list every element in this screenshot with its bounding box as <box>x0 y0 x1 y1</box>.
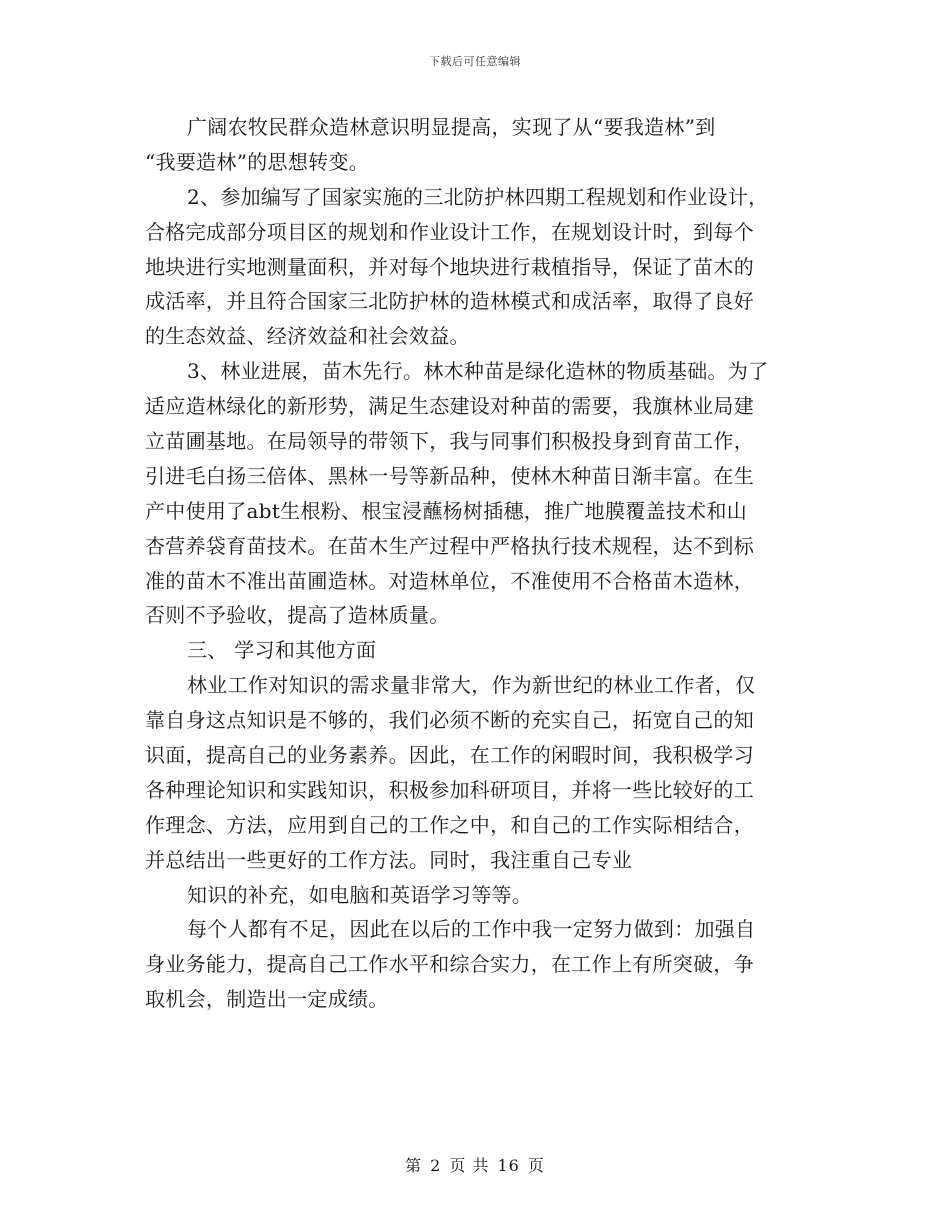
document-body <box>145 110 805 1017</box>
text-line: 各种理论知识和实践知识，积极参加科研项目，并将一些比较好的工 <box>145 777 754 802</box>
text-line: 地块进行实地测量面积，并对每个地块进行栽植指导，保证了苗木的 <box>145 254 754 279</box>
text-line: 取机会，制造出一定成绩。 <box>145 987 389 1012</box>
text-line: 准的苗木不准出苗圃造林。对造林单位，不准使用不合格苗木造林， <box>145 568 754 593</box>
text-line: 靠自身这点知识是不够的，我们必须不断的充实自己，拓宽自己的知 <box>145 708 754 733</box>
page-footer <box>0 1153 950 1176</box>
text-line: 杏营养袋育苗技术。在苗木生产过程中严格执行技术规程，达不到标 <box>145 533 754 558</box>
text-line: 产中使用了abt生根粉、根宝浸蘸杨树插穗，推广地膜覆盖技术和山 <box>145 498 748 523</box>
text-line: 识面，提高自己的业务素养。因此，在工作的闲暇时间，我积极学习 <box>145 743 754 768</box>
text-line: 三、 学习和其他方面 <box>187 638 377 663</box>
text-line: 3、林业进展，苗木先行。林木种苗是绿化造林的物质基础。为了 <box>187 359 769 384</box>
text-line: 并总结出一些更好的工作方法。同时，我注重自己专业 <box>145 847 633 872</box>
text-line: 适应造林绿化的新形势，满足生态建设对种苗的需要，我旗林业局建 <box>145 394 754 419</box>
text-line: 知识的补充，如电脑和英语学习等等。 <box>187 882 533 907</box>
text-line: 成活率，并且符合国家三北防护林的造林模式和成活率，取得了良好 <box>145 289 754 314</box>
page-header: 下载后可任意编辑 <box>429 55 521 68</box>
text-line: 否则不予验收，提高了造林质量。 <box>145 603 450 628</box>
footer-prefix: 第 <box>405 1156 423 1175</box>
text-line: 身业务能力，提高自己工作水平和综合实力，在工作上有所突破，争 <box>145 952 754 977</box>
footer-middle: 页 共 <box>449 1156 490 1175</box>
text-line: 引进毛白扬三倍体、黑林一号等新品种，使林木种苗日渐丰富。在生 <box>145 463 754 488</box>
footer-page-number: 2 <box>430 1156 442 1175</box>
text-line: 合格完成部分项目区的规划和作业设计工作，在规划设计时，到每个 <box>145 219 754 244</box>
text-line: 每个人都有不足，因此在以后的工作中我一定努力做到：加强自 <box>187 917 756 942</box>
footer-suffix: 页 <box>527 1156 545 1175</box>
text-line: 广阔农牧民群众造林意识明显提高，实现了从“要我造林”到 <box>187 115 716 139</box>
footer-total-pages: 16 <box>497 1156 520 1175</box>
text-line: 的生态效益、经济效益和社会效益。 <box>145 324 470 349</box>
text-line: “我要造林”的思想转变。 <box>145 149 370 174</box>
text-line: 立苗圃基地。在局领导的带领下，我与同事们积极投身到育苗工作， <box>145 429 754 454</box>
text-line: 作理念、方法，应用到自己的工作之中，和自己的工作实际相结合， <box>145 812 754 837</box>
text-line: 2、参加编写了国家实施的三北防护林四期工程规划和作业设计， <box>187 184 769 209</box>
text-line: 林业工作对知识的需求量非常大，作为新世纪的林业工作者，仅 <box>187 673 756 698</box>
